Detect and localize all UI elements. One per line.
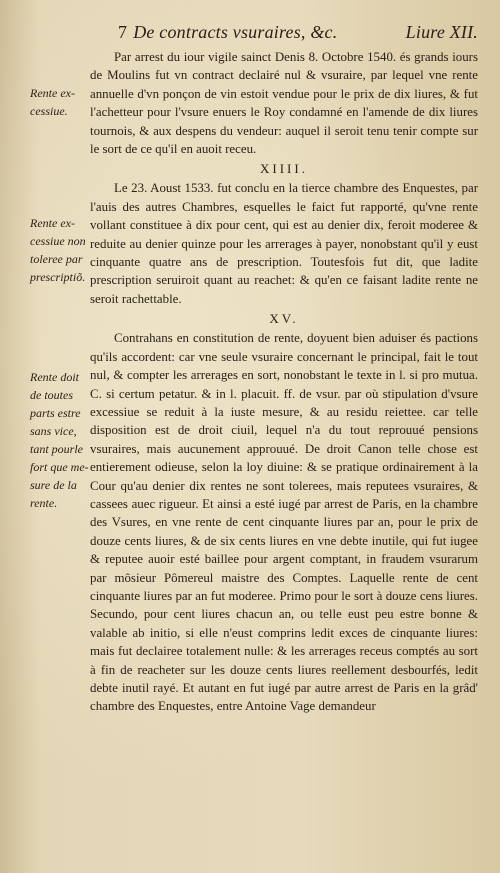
margin-note-line: parts estre [30,406,81,420]
margin-note-2 [30,214,88,286]
margin-note-line: sans vice, [30,424,77,438]
margin-note-line: toleree par [30,252,83,266]
page-number: 7 [118,22,128,42]
paragraph-3: Contrahans en constitution de rente, doyuent bien aduiser és pactions qu'ils accordent: car vne seule vsuraire concernant le principal, fait le tout nul, & compter les arrerages en sort, nonobstant le texte in l. si pro mutua. C. si certum petatur. & in l. placuit. ff. de vsur. par où stipulation d'vsure excessiue se reduit à la iuste mesure, & au residu reiettee. car telle disposition est de droit ciuil, lequel n'a du tout reprouué pensions vsuraires, mais aucunement approuué. De droit Canon telle chose est entierement odieuse, selon la loy diuine: & se pratique ordinairement à la Cour qu'au denier dix rentes ne sont tolerees, mais reputees vsuraires, & cassees auec rigueur. Et ainsi a esté iugé par arrest de Paris, en la chambre des Vsures, en vne rente de cent cinquante liures par an, pour le prix de douze cents liures, & de six cents liures en vne debte inutile, qui fut iugee & reputee auoir esté baillee pour argent comptant, in fraudem vsurarum par môsieur Pômereul maistre des Comptes. Laquelle rente de cent cinquante liures par an fut moderee. Primo pour le sort à douze cens liures. Secundo, pour cent liures chacun an, ou telle eust peu estre bonne & valable ab initio, si elle n'eust comprins ledit exces de cinquante liures: mais fut declairee totalement nulle: & les arrerages receus comptés au sort à fin de reacheter sur les douze cents liures reellement desbourfés, ledit debte inutil rayé. Et autant en fut iugé par autre arrest de Paris en la grâd' chambre des Enquestes, entre Antoine Vage demandeur [90,331,478,714]
running-header [118,22,478,43]
paragraph-2: Le 23. Aoust 1533. fut conclu en la tierce chambre des Enquestes, par l'auis des autres Chambres, esquelles le faict fut rapporté, qu'vne rente vollant constituee à dix pour cent, qui est au denier dix, feroit moderee & reduite au denier quinze pour les arrerages à payer, nonobstant qu'il y eust cinquante quatre ans de prescription. Toutesfois fut dit, que ladite prescription seruiroit quant au reachet: & qu'en ce faisant ladite rente ne seroit rachettable. [90,181,478,306]
margin-note-3 [30,368,88,512]
margin-note-line: fort que me- [30,460,89,474]
margin-note-1 [30,84,88,120]
margin-note-line: Rente ex- [30,216,75,230]
margin-note-line: de toutes [30,388,73,402]
main-text [90,48,478,716]
margin-note-line: cessiue. [30,104,68,118]
margin-note-line: tant pourle [30,442,83,456]
margin-note-line: Rente ex- [30,86,75,100]
margin-note-line: cessiue non [30,234,86,248]
margin-note-line: sure de la [30,478,77,492]
section-heading-xv: XV. [269,311,299,327]
book-number: Liure XII. [405,22,478,42]
running-title: De contracts vsuraires, &c. [133,22,338,42]
paragraph-1: Par arrest du iour vigile sainct Denis 8. Octobre 1540. és grands iours de Moulins fut vn contract declairé nul & vsuraire, par lequel vne rente annuelle d'vn ponçon de vin estoit vendue pour le prix de dix liures, & fut l'achetteur pour l'vsure enuers le Roy condamné en l'amende de dix liures tournois, & aux despens du vendeur: auquel il seroit tenu tenir compte sur le sort de ce qu'il en auoit receu. [90,50,478,157]
margin-note-line: Rente doit [30,370,79,384]
margin-note-line: prescriptiõ. [30,270,86,284]
section-heading-xiiii: XIIII. [260,161,308,177]
margin-note-line: rente. [30,496,58,510]
